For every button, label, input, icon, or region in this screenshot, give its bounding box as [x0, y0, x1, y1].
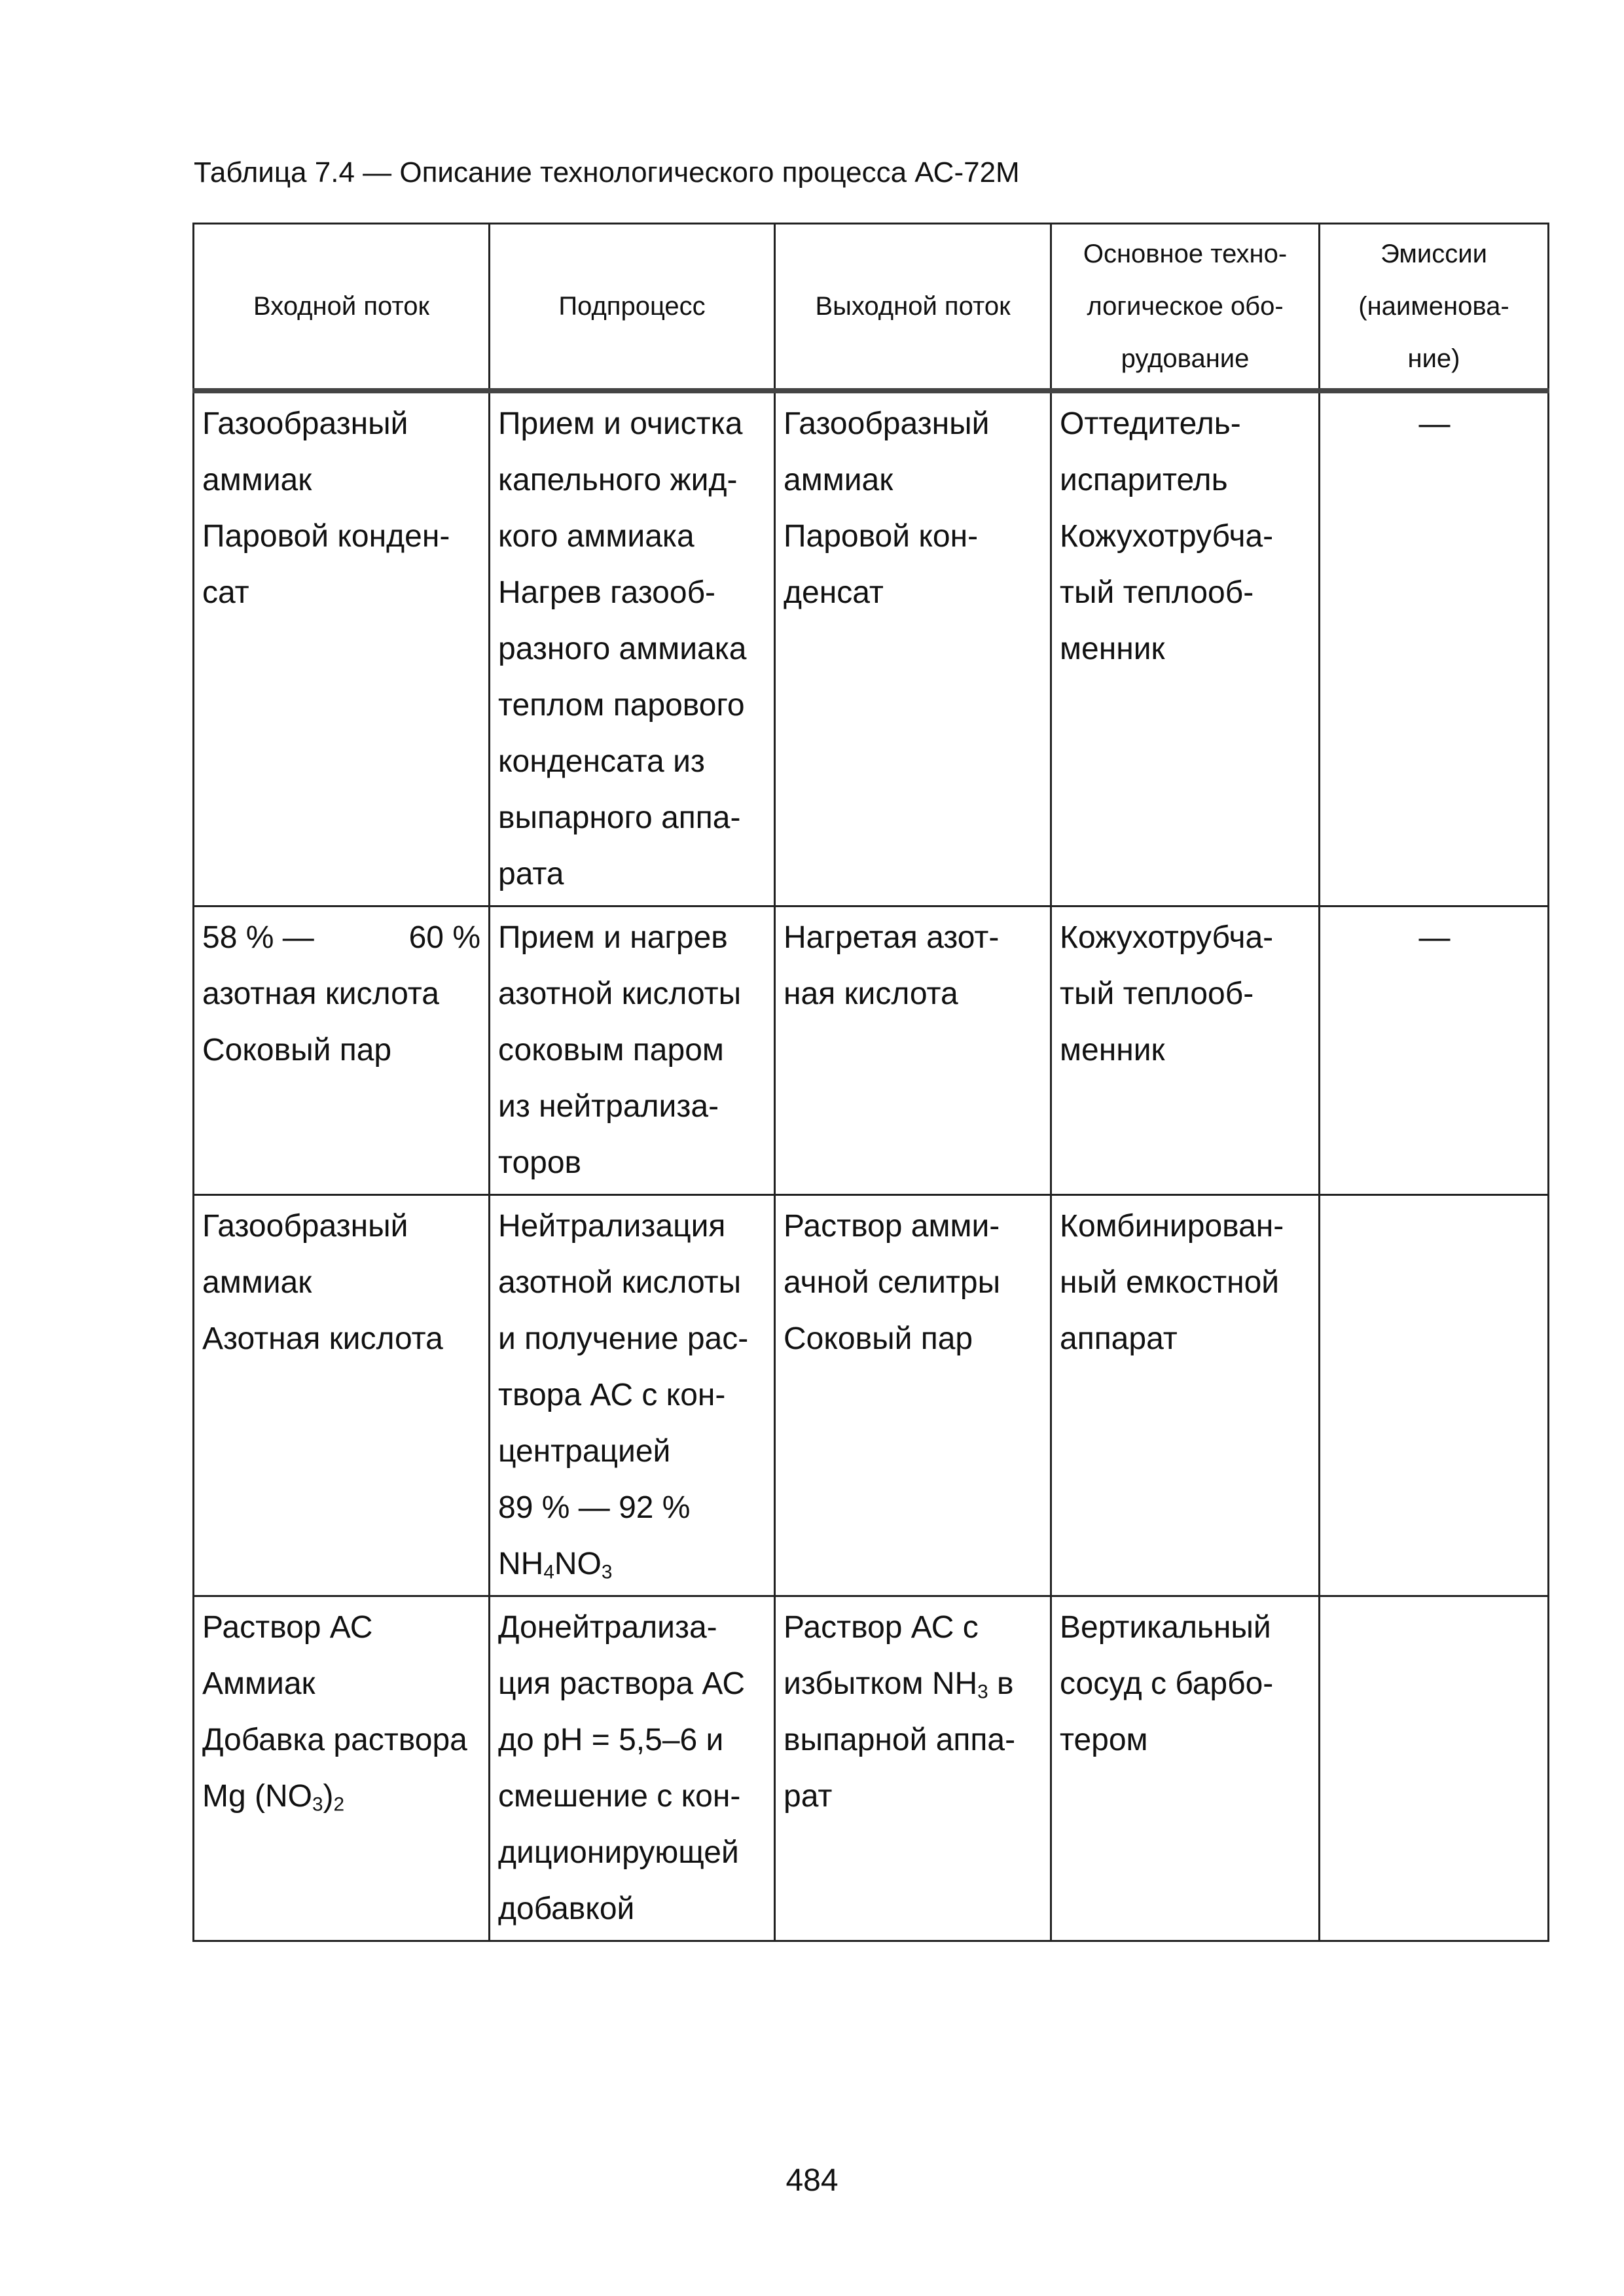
cell-main-equipment: Вертикальный сосуд с барбо- тером	[1051, 1596, 1320, 1941]
concentration-range: 58 % — 60 %	[202, 920, 480, 955]
cell-subprocess: Прием и нагрев азотной кислоты соковым паром из нейтрализа- торов	[490, 906, 775, 1195]
chemical-formula: избытком $NH_3$ в	[784, 1666, 1014, 1703]
cell-subprocess: Прием и очистка капельного жид- кого аммиака Нагрев газооб- разного аммиака теплом парового конденсата из выпарного аппа- рата	[490, 391, 775, 906]
table-row	[194, 906, 1549, 1195]
cell-output-flow: Раствор АС с избытком $NH_3$ в выпарной аппа- рат	[775, 1596, 1051, 1941]
header-output-flow: Выходной поток	[775, 224, 1051, 391]
cell-emissions	[1320, 1596, 1549, 1941]
cell-input-flow: Раствор АС Аммиак Добавка раствора Mg $(NO_3)_2$	[194, 1596, 490, 1941]
cell-output-flow: Раствор амми- ачной селитры Соковый пар	[775, 1195, 1051, 1596]
process-table	[192, 223, 1549, 1942]
cell-emissions: —	[1320, 906, 1549, 1195]
cell-input-flow: Газообразный аммиак Паровой конден- сат	[194, 391, 490, 906]
cell-main-equipment: Оттедитель- испаритель Кожухотрубча- тый теплооб- менник	[1051, 391, 1320, 906]
table-caption: Таблица 7.4 — Описание технологического процесса АС-72М	[194, 156, 1020, 188]
chemical-formula: Mg $(NO_3)_2$	[202, 1779, 345, 1816]
header-main-equipment: Основное техно- логическое обо- рудование	[1051, 224, 1320, 391]
header-subprocess: Подпроцесс	[490, 224, 775, 391]
cell-main-equipment: Кожухотрубча- тый теплооб- менник	[1051, 906, 1320, 1195]
header-emissions: Эмиссии (наименова- ние)	[1320, 224, 1549, 391]
page-number: 484	[785, 2163, 839, 2198]
cell-subprocess: Нейтрализация азотной кислоты и получение рас- твора АС с кон- центрацией 89 % — 92 % $NH_4NO_3$	[490, 1195, 775, 1596]
cell-output-flow: Газообразный аммиак Паровой кон- денсат	[775, 391, 1051, 906]
cell-input-flow: 58 % — 60 % азотная кислота Соковый пар	[194, 906, 490, 1195]
table-row	[194, 391, 1549, 906]
table-row	[194, 1195, 1549, 1596]
header-input-flow: Входной поток	[194, 224, 490, 391]
cell-emissions	[1320, 1195, 1549, 1596]
table-row	[194, 1596, 1549, 1941]
table-header-row	[194, 224, 1549, 391]
cell-main-equipment: Комбинирован- ный емкостной аппарат	[1051, 1195, 1320, 1596]
cell-input-flow: Газообразный аммиак Азотная кислота	[194, 1195, 490, 1596]
cell-subprocess: Донейтрализа- ция раствора АС до pH = 5,5–6 и смешение с кон- диционирующей добавкой	[490, 1596, 775, 1941]
cell-output-flow: Нагретая азот- ная кислота	[775, 906, 1051, 1195]
cell-emissions: —	[1320, 391, 1549, 906]
chemical-formula: $NH_4NO_3$	[498, 1547, 613, 1583]
